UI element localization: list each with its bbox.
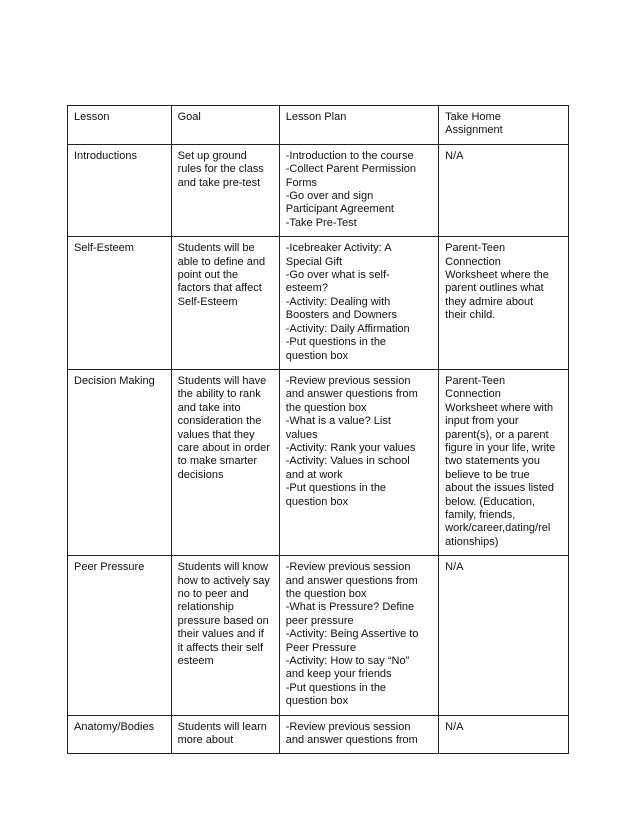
cell-text-line: Boosters and Downers: [285, 309, 398, 322]
cell-text-line: Introductions: [74, 149, 137, 162]
cell-text-line: -Activity: How to say “No”: [285, 655, 410, 668]
header-lesson-plan: [279, 106, 438, 145]
cell-text-line: Peer Pressure: [285, 641, 357, 654]
cell-text-line: -Activity: Being Assertive to: [285, 628, 419, 641]
cell-take-home-assignment: [439, 715, 569, 754]
cell-text-line: factors that affect: [177, 282, 262, 295]
cell-text-line: -Review previous session: [285, 720, 411, 733]
cell-goal: [171, 144, 279, 236]
cell-text-line: Anatomy/Bodies: [74, 720, 155, 733]
cell-text-line: -Activity: Rank your values: [285, 441, 416, 454]
cell-lesson-plan: [279, 715, 438, 754]
cell-lesson-plan: [279, 556, 438, 715]
cell-text-line: and answer questions from: [285, 388, 418, 401]
cell-text-line: Lesson Plan: [285, 111, 347, 123]
cell-text-line: -Collect Parent Permission: [285, 163, 416, 176]
cell-take-home-assignment: [439, 556, 569, 715]
cell-text-line: Self-Esteem: [74, 242, 134, 255]
cell-text-line: Peer Pressure: [74, 561, 145, 574]
cell-text-line: and answer questions from: [285, 734, 418, 747]
cell-goal: [171, 556, 279, 715]
cell-text-line: Parent-Teen: [445, 242, 506, 255]
header-goal: [171, 106, 279, 145]
cell-text-line: -Icebreaker Activity: A: [285, 242, 392, 255]
cell-text-line: Connection: [445, 388, 501, 401]
cell-text-line: the ability to rank: [177, 388, 261, 401]
cell-text-line: -Put questions in the: [285, 336, 387, 349]
cell-text-line: and take into: [177, 401, 241, 414]
cell-text-line: Students will know: [177, 561, 269, 574]
cell-text-line: they admire about: [445, 295, 534, 308]
table-row: [68, 715, 569, 754]
cell-text-line: decisions: [177, 468, 224, 481]
cell-text-line: esteem?: [285, 282, 328, 295]
cell-text-line: Connection: [445, 255, 501, 268]
cell-text-line: peer pressure: [285, 614, 354, 627]
cell-text-line: N/A: [445, 561, 464, 574]
cell-text-line: Self-Esteem: [177, 295, 238, 308]
cell-text-line: to make smarter: [177, 455, 258, 468]
cell-text-line: figure in your life, write: [445, 441, 556, 454]
cell-text-line: rules for the class: [177, 163, 264, 176]
cell-goal: [171, 369, 279, 555]
cell-text-line: -Put questions in the: [285, 681, 387, 694]
table-row: [68, 237, 569, 370]
cell-text-line: -Go over and sign: [285, 190, 374, 203]
cell-text-line: -Review previous session: [285, 561, 411, 574]
cell-take-home-assignment: [439, 144, 569, 236]
cell-text-line: how to actively say: [177, 574, 270, 587]
cell-text-line: -Put questions in the: [285, 482, 387, 495]
cell-text-line: no to peer and: [177, 588, 249, 600]
cell-text-line: Students will be: [177, 242, 255, 255]
cell-text-line: Participant Agreement: [285, 203, 394, 216]
cell-goal: [171, 237, 279, 370]
cell-text-line: ationships): [445, 535, 499, 548]
cell-goal: [171, 715, 279, 754]
cell-text-line: Assignment: [445, 124, 503, 137]
cell-text-line: input from your: [445, 415, 519, 428]
cell-text-line: Forms: [285, 176, 317, 189]
header-take-home-assignment: [439, 106, 569, 145]
cell-text-line: family, friends,: [445, 508, 516, 521]
cell-text-line: Decision Making: [74, 374, 155, 387]
cell-text-line: -Take Pre-Test: [285, 216, 357, 229]
cell-take-home-assignment: [439, 237, 569, 370]
cell-text-line: and keep your friends: [285, 668, 392, 681]
cell-text-line: question box: [285, 495, 349, 508]
cell-text-line: Set up ground: [177, 149, 247, 162]
cell-lesson-plan: [279, 237, 438, 370]
cell-text-line: Students will learn: [177, 720, 267, 733]
cell-text-line: and answer questions from: [285, 574, 418, 587]
cell-text-line: able to define and: [177, 255, 266, 268]
cell-take-home-assignment: [439, 369, 569, 555]
cell-text-line: point out the: [177, 269, 239, 282]
cell-text-line: work/career,dating/rel: [445, 522, 551, 535]
cell-text-line: Special Gift: [285, 255, 343, 268]
cell-text-line: -Review previous session: [285, 374, 411, 387]
cell-text-line: -Activity: Dealing with: [285, 295, 391, 308]
cell-text-line: -Go over what is self-: [285, 269, 390, 282]
cell-text-line: below. (Education,: [445, 495, 536, 508]
header-lesson: [68, 106, 172, 145]
cell-text-line: relationship: [177, 601, 234, 614]
lesson-table: [67, 105, 569, 754]
cell-text-line: Parent-Teen: [445, 374, 506, 387]
cell-text-line: about the issues listed: [445, 482, 555, 495]
cell-text-line: Lesson: [74, 111, 110, 123]
cell-lesson: [68, 715, 172, 754]
cell-text-line: care about in order: [177, 441, 270, 454]
cell-text-line: esteem: [177, 655, 214, 668]
cell-text-line: Take Home: [445, 111, 501, 123]
cell-text-line: -What is Pressure? Define: [285, 601, 415, 614]
cell-lesson: [68, 144, 172, 236]
cell-text-line: parent outlines what: [445, 282, 544, 295]
cell-text-line: their child.: [445, 309, 496, 322]
cell-text-line: the question box: [285, 588, 367, 600]
cell-text-line: and at work: [285, 468, 343, 481]
cell-lesson-plan: [279, 369, 438, 555]
table-row: [68, 556, 569, 715]
cell-text-line: N/A: [445, 720, 464, 733]
cell-text-line: N/A: [445, 149, 464, 162]
cell-text-line: -Activity: Values in school: [285, 455, 410, 468]
cell-text-line: Goal: [177, 111, 201, 123]
cell-text-line: -Introduction to the course: [285, 149, 414, 162]
cell-text-line: values that they: [177, 428, 255, 441]
cell-text-line: more about: [177, 734, 234, 747]
cell-lesson: [68, 369, 172, 555]
cell-text-line: Worksheet where with: [445, 401, 554, 414]
cell-text-line: and take pre-test: [177, 176, 261, 189]
table-row: [68, 144, 569, 236]
cell-text-line: the question box: [285, 401, 367, 414]
cell-text-line: two statements you: [445, 455, 540, 468]
table-header-row: [68, 106, 569, 145]
lesson-table-body: [68, 106, 569, 754]
cell-text-line: consideration the: [177, 415, 262, 428]
cell-text-line: question box: [285, 695, 349, 708]
table-row: [68, 369, 569, 555]
cell-text-line: Students will have: [177, 374, 267, 387]
cell-text-line: their values and if: [177, 628, 264, 641]
cell-text-line: values: [285, 428, 318, 441]
cell-text-line: believe to be true: [445, 468, 530, 481]
cell-text-line: -What is a value? List: [285, 415, 391, 428]
cell-lesson-plan: [279, 144, 438, 236]
cell-text-line: question box: [285, 349, 349, 362]
cell-lesson: [68, 237, 172, 370]
cell-text-line: parent(s), or a parent: [445, 428, 549, 441]
cell-text-line: Worksheet where the: [445, 269, 549, 282]
cell-text-line: -Activity: Daily Affirmation: [285, 322, 410, 335]
cell-lesson: [68, 556, 172, 715]
cell-text-line: pressure based on: [177, 614, 269, 627]
cell-text-line: it affects their self: [177, 641, 263, 654]
